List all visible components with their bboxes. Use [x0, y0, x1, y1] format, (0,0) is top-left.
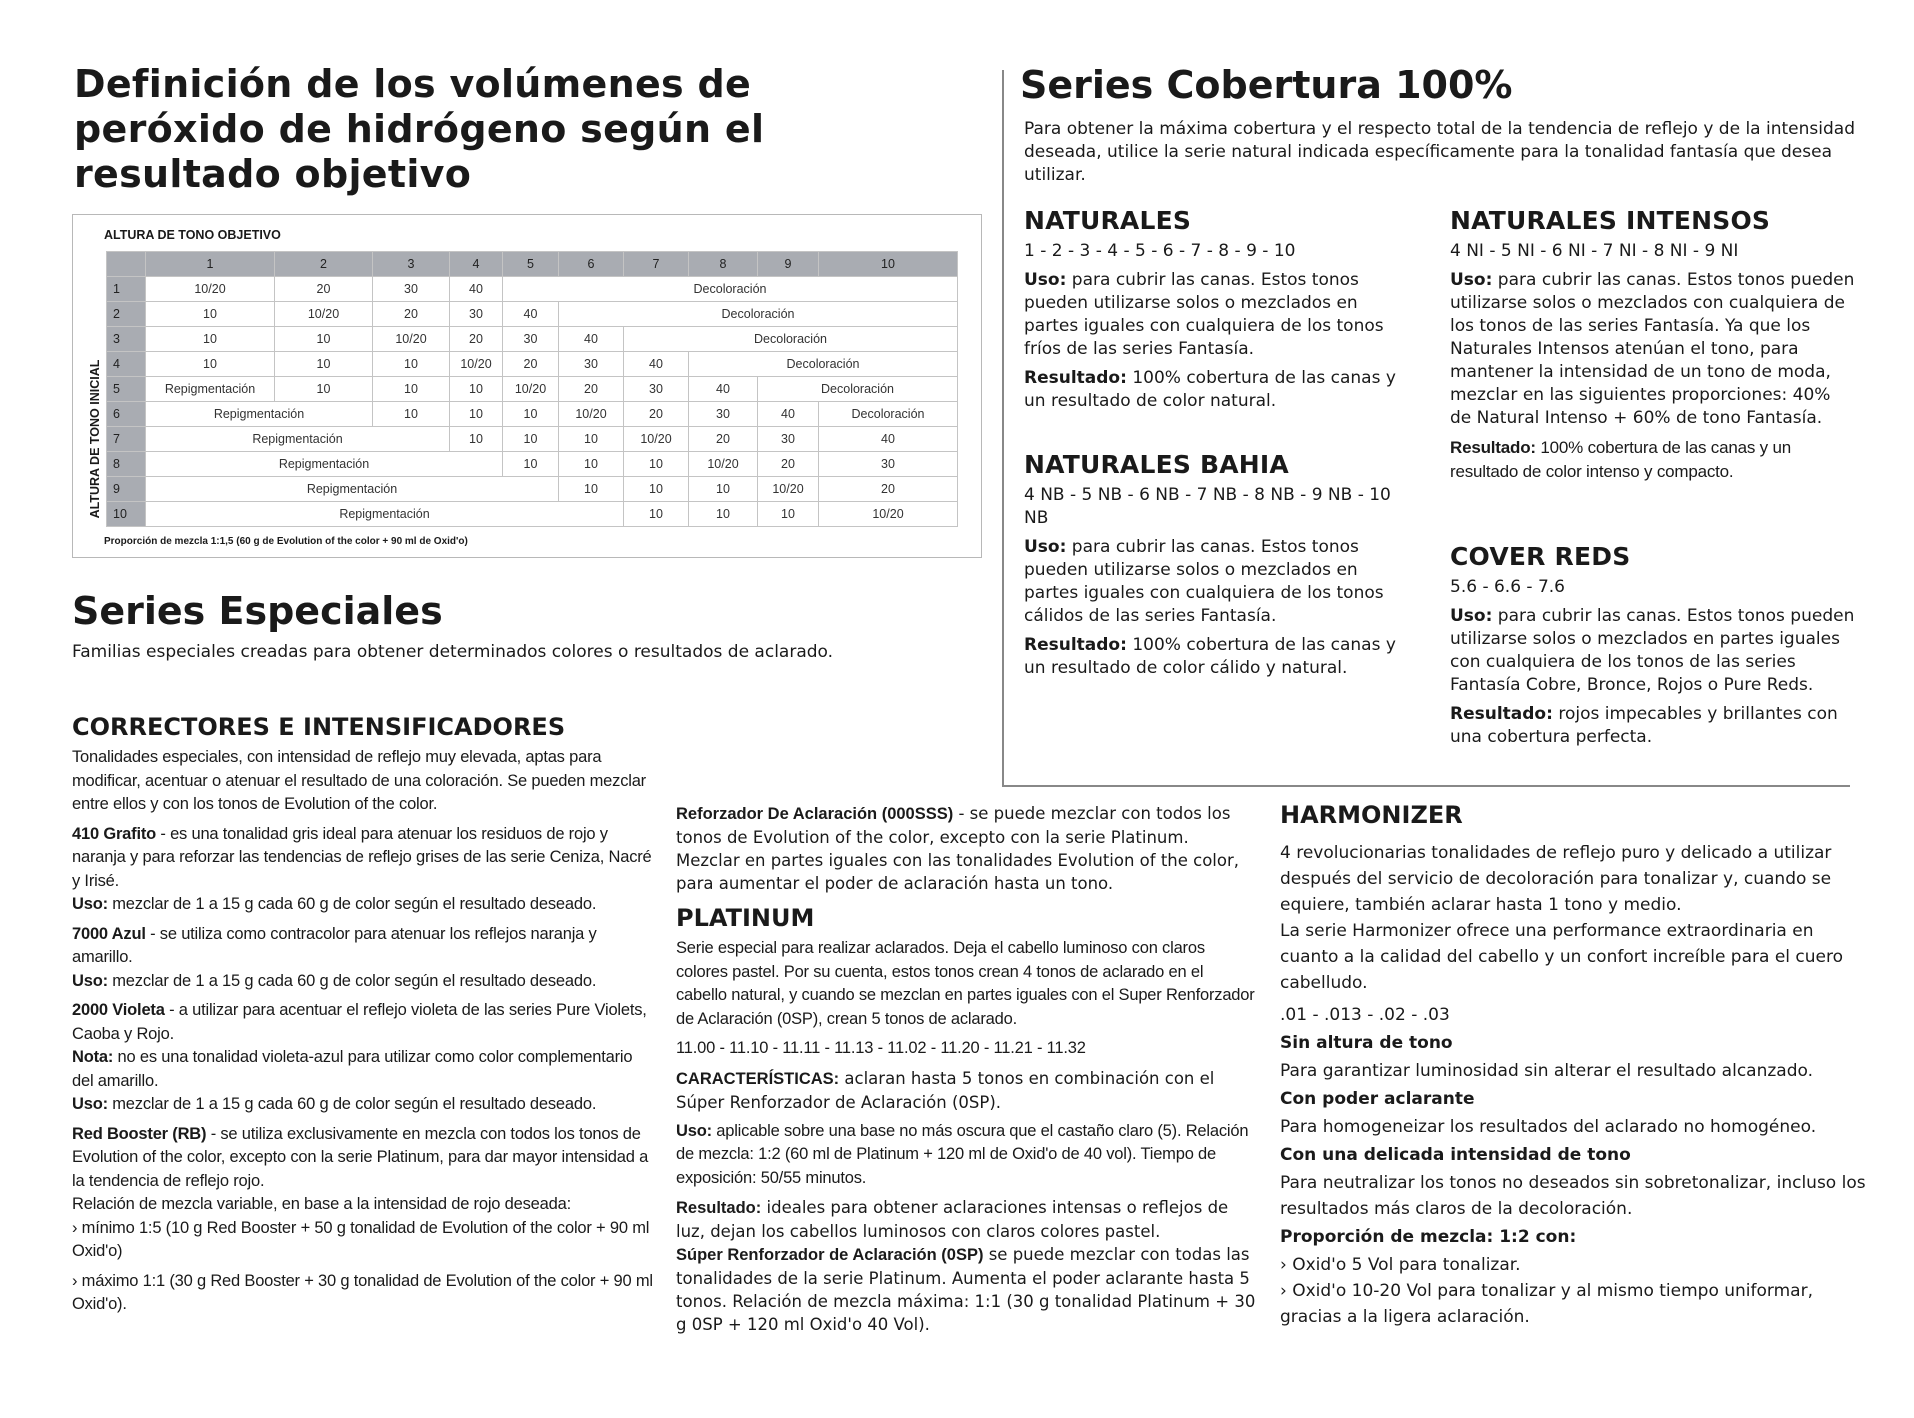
harmonizer-proportion-2: › Oxid'o 10-20 Vol para tonalizar y al mismo tiempo uniformar, gracias a la ligera aclaración.	[1280, 1281, 1813, 1327]
table-row	[107, 352, 958, 377]
harmonizer-p2: La serie Harmonizer ofrece una performance extraordinaria en cuanto a la calidad del cabello y un confort increíble para el cuero cabelludo.	[1280, 921, 1844, 993]
table-row	[107, 502, 958, 527]
harmonizer-s3-title: Con una delicada intensidad de tono	[1280, 1145, 1631, 1165]
table-cell: 40	[758, 402, 819, 427]
platinum-resultado: Resultado: ideales para obtener aclaraciones intensas o reflejos de luz, dejan los cabellos luminosos con claros colores pastel.	[676, 1198, 1229, 1241]
table-cell: 30	[758, 427, 819, 452]
middle-column	[676, 802, 1256, 1342]
cover-reds-title: COVER REDS	[1450, 542, 1631, 571]
table-cell: Repigmentación	[146, 377, 275, 402]
cobertura-title: Series Cobertura 100%	[1020, 63, 1513, 107]
platinum-uso: Uso: aplicable sobre una base no más oscura que el castaño claro (5). Relación de mezcla: 1:2 (60 ml de Platinum + 120 ml de Oxid'o de 40 vol). Tiempo de exposición: 50/55 minutos.	[676, 1121, 1249, 1187]
intensos-resultado: Resultado: 100% cobertura de las canas y un resultado de color intenso y compacto.	[1450, 438, 1792, 481]
harmonizer-s2-text: Para homogeneizar los resultados del aclarado no homogéneo.	[1280, 1117, 1817, 1137]
harmonizer-proportion-title: Proporción de mezcla: 1:2 con:	[1280, 1227, 1577, 1247]
cover-reds-uso: Uso: para cubrir las canas. Estos tonos pueden utilizarse solos o mezclados en partes iguales con cualquiera de los tonos de las series Fantasía Cobre, Bronce, Rojos o Pure Reds.	[1450, 606, 1855, 695]
platinum-tones: 11.00 - 11.10 - 11.11 - 11.13 - 11.02 - 11.20 - 11.21 - 11.32	[676, 1039, 1086, 1057]
table-row	[107, 402, 958, 427]
harmonizer-s1-title: Sin altura de tono	[1280, 1033, 1453, 1053]
table-cell: Repigmentación	[146, 402, 373, 427]
violeta-uso: Uso: mezclar de 1 a 15 g cada 60 g de color según el resultado deseado.	[72, 1095, 597, 1113]
table-cell: 10/20	[624, 427, 689, 452]
table-row-header: 2	[107, 302, 146, 327]
table-cell: 10	[275, 327, 373, 352]
table-cell: 30	[503, 327, 559, 352]
bahia-resultado: Resultado: 100% cobertura de las canas y un resultado de color cálido y natural.	[1024, 635, 1396, 678]
correctores-section	[72, 712, 658, 1323]
table-cell: 20	[373, 302, 450, 327]
harmonizer-s3-text: Para neutralizar los tonos no deseados sin sobretonalizar, incluso los resultados más claros de la decoloración.	[1280, 1173, 1866, 1219]
cobertura-intro: Para obtener la máxima cobertura y el respecto total de la tendencia de reflejo y de la intensidad deseada, utilice la serie natural indicada específicamente para la tonalidad fantasía que desea utilizar.	[1024, 119, 1855, 185]
platinum-intro: Serie especial para realizar aclarados. Deja el cabello luminoso con claros colores pastel. Por su cuenta, estos tonos crean 4 tonos de aclarado en el cabello natural, y cuando se mezclan en partes iguales con el Super Renforzador de Aclaración (0SP), crean 5 tonos de aclarado.	[676, 939, 1255, 1028]
cover-reds-section	[1450, 542, 1856, 755]
table-cell: Repigmentación	[146, 477, 559, 502]
table-cell: 20	[819, 477, 958, 502]
table-cell: 10	[503, 402, 559, 427]
intensos-tones: 4 NI - 5 NI - 6 NI - 7 NI - 8 NI - 9 NI	[1450, 241, 1739, 261]
table-cell: 10	[373, 352, 450, 377]
red-booster-min: › mínimo 1:5 (10 g Red Booster + 50 g tonalidad de Evolution of the color + 90 ml Oxid'o)	[72, 1218, 650, 1260]
table-cell: 10	[559, 452, 624, 477]
table-cell: Decoloración	[624, 327, 958, 352]
table-row	[107, 452, 958, 477]
table-footnote: Proporción de mezcla 1:1,5 (60 g de Evolution of the color + 90 ml de Oxid'o)	[104, 536, 468, 547]
azul-uso: Uso: mezclar de 1 a 15 g cada 60 g de color según el resultado deseado.	[72, 971, 597, 990]
bahia-title: NATURALES BAHIA	[1024, 450, 1289, 479]
especiales-title: Series Especiales	[72, 589, 443, 633]
table-cell: 10	[146, 302, 275, 327]
table-row	[107, 427, 958, 452]
table-cell: 10/20	[819, 502, 958, 527]
table-header-row	[107, 252, 958, 277]
violeta-nota: Nota: no es una tonalidad violeta-azul para utilizar como color complementario del amarillo.	[72, 1048, 633, 1090]
naturales-uso: Uso: para cubrir las canas. Estos tonos pueden utilizarse solos o mezclados en partes iguales con cualquiera de los tonos fríos de las series Fantasía.	[1024, 270, 1384, 359]
table-cell: 30	[559, 352, 624, 377]
horizontal-divider	[1002, 785, 1850, 787]
table-cell: 30	[819, 452, 958, 477]
table-cell: 40	[689, 377, 758, 402]
bahia-uso: Uso: para cubrir las canas. Estos tonos pueden utilizarse solos o mezclados en partes iguales con cualquiera de los tonos cálidos de las series Fantasía.	[1024, 537, 1384, 626]
red-booster-relacion: Relación de mezcla variable, en base a la intensidad de rojo deseada:	[72, 1195, 571, 1213]
harmonizer-p1: 4 revolucionarias tonalidades de reflejo puro y delicado a utilizar después del servicio de decoloración para tonalizar y, cuando se equiere, también aclarar hasta 1 tono y medio.	[1280, 843, 1832, 915]
table-cell: 30	[689, 402, 758, 427]
table-cell: 20	[559, 377, 624, 402]
grafito-text: 410 Grafito - es una tonalidad gris ideal para atenuar los residuos de rojo y naranja y para reforzar las tendencias de reflejo grises de las serie Ceniza, Nacré y Irisé.	[72, 824, 652, 890]
table-col-header: 10	[819, 252, 958, 277]
correctores-intro: Tonalidades especiales, con intensidad de reflejo muy elevada, aptas para modificar, acentuar o atenuar el resultado de una coloración. Se pueden mezclar entre ellos y con los tonos de Evolution of the color.	[72, 748, 646, 813]
table-col-header: 9	[758, 252, 819, 277]
red-booster-text: Red Booster (RB) - se utiliza exclusivamente en mezcla con todos los tonos de Evolution of the color, excepto con la serie Platinum, para dar mayor intensidad a la tendencia de reflejo rojo.	[72, 1124, 649, 1190]
table-row-header: 6	[107, 402, 146, 427]
table-cell: 30	[450, 302, 503, 327]
table-cell: 10	[559, 477, 624, 502]
table-cell: 10	[624, 477, 689, 502]
table-col-header: 4	[450, 252, 503, 277]
table-cell: 10	[559, 427, 624, 452]
table-cell: Decoloración	[503, 277, 958, 302]
red-booster-max: › máximo 1:1 (30 g Red Booster + 30 g tonalidad de Evolution of the color + 90 ml Oxid'o).	[72, 1271, 653, 1313]
table-cell: 20	[450, 327, 503, 352]
violeta-text: 2000 Violeta - a utilizar para acentuar el reflejo violeta de las series Pure Violets, Caoba y Rojo.	[72, 1001, 647, 1043]
table-cell: 40	[559, 327, 624, 352]
table-cell: 20	[503, 352, 559, 377]
harmonizer-s2-title: Con poder aclarante	[1280, 1089, 1475, 1109]
table-row-header: 3	[107, 327, 146, 352]
platinum-caracteristicas: CARACTERÍSTICAS: aclaran hasta 5 tonos en combinación con el Súper Renforzador de Aclaración (0SP).	[676, 1068, 1215, 1112]
table-cell: 40	[819, 427, 958, 452]
super-renforzador: Súper Renforzador de Aclaración (0SP) se puede mezclar con todas las tonalidades de la serie Platinum. Aumenta el poder aclarante hasta 5 tonos. Relación de mezcla máxima: 1:1 (30 g tonalidad Platinum + 30 g 0SP + 120 ml Oxid'o 40 Vol).	[676, 1245, 1256, 1334]
harmonizer-section	[1280, 800, 1870, 1336]
table-cell: 10/20	[758, 477, 819, 502]
table-row-header: 7	[107, 427, 146, 452]
correctores-title: CORRECTORES E INTENSIFICADORES	[72, 713, 566, 741]
table-cell: Repigmentación	[146, 452, 503, 477]
table-cell: 10	[450, 377, 503, 402]
table-row	[107, 302, 958, 327]
azul-text: 7000 Azul - se utiliza como contracolor para atenuar los reflejos naranja y amarillo.	[72, 924, 597, 966]
table-row-header: 5	[107, 377, 146, 402]
table-cell: 10	[689, 502, 758, 527]
table-cell: 20	[758, 452, 819, 477]
table-cell: 10	[373, 377, 450, 402]
table-row-header: 10	[107, 502, 146, 527]
harmonizer-tones: .01 - .013 - .02 - .03	[1280, 1005, 1450, 1025]
table-cell: 10	[450, 402, 503, 427]
harmonizer-s1-text: Para garantizar luminosidad sin alterar el resultado alcanzado.	[1280, 1061, 1814, 1081]
cover-reds-tones: 5.6 - 6.6 - 7.6	[1450, 577, 1565, 597]
table-cell: 10/20	[146, 277, 275, 302]
intensos-section	[1450, 206, 1856, 489]
table-cell: 10	[146, 352, 275, 377]
table-col-header: 8	[689, 252, 758, 277]
table-cell: 10	[450, 427, 503, 452]
harmonizer-title: HARMONIZER	[1280, 801, 1463, 829]
table-cell: 20	[275, 277, 373, 302]
naturales-title: NATURALES	[1024, 206, 1192, 235]
table-top-label: ALTURA DE TONO OBJETIVO	[104, 228, 281, 242]
table-cell: 10/20	[373, 327, 450, 352]
table-row	[107, 327, 958, 352]
intensos-uso: Uso: para cubrir las canas. Estos tonos pueden utilizarse solos o mezclados con cualquiera de los tonos de las series Fantasía. Ya que los Naturales Intensos atenúan el tono, para mantener la intensidad de un tono de moda, mezclar en las siguientes proporciones: 40% de Natural Intenso + 60% de tono Fantasía.	[1450, 270, 1855, 428]
table-cell: 10/20	[559, 402, 624, 427]
table-corner	[107, 252, 146, 277]
table-side-label: ALTURA DE TONO INICIAL	[88, 359, 102, 519]
platinum-title: PLATINUM	[676, 904, 815, 932]
table-cell: 10	[275, 352, 373, 377]
harmonizer-proportion-1: › Oxid'o 5 Vol para tonalizar.	[1280, 1255, 1521, 1275]
table-col-header: 2	[275, 252, 373, 277]
table-cell: Repigmentación	[146, 427, 450, 452]
table-cell: 40	[450, 277, 503, 302]
table-cell: Decoloración	[819, 402, 958, 427]
table-cell: 40	[503, 302, 559, 327]
table-cell: 20	[689, 427, 758, 452]
table-cell: Repigmentación	[146, 502, 624, 527]
table-col-header: 3	[373, 252, 450, 277]
table-cell: 10	[624, 452, 689, 477]
table-cell: 10	[689, 477, 758, 502]
table-row	[107, 277, 958, 302]
table-cell: 10	[503, 427, 559, 452]
table-cell: 10/20	[689, 452, 758, 477]
table-cell: 40	[624, 352, 689, 377]
table-row	[107, 377, 958, 402]
table-cell: 10	[146, 327, 275, 352]
table-col-header: 7	[624, 252, 689, 277]
table-row	[107, 477, 958, 502]
table-row-header: 1	[107, 277, 146, 302]
especiales-intro: Familias especiales creadas para obtener determinados colores o resultados de aclarado.	[72, 642, 834, 662]
naturales-resultado: Resultado: 100% cobertura de las canas y un resultado de color natural.	[1024, 368, 1396, 411]
table-cell: 20	[624, 402, 689, 427]
bahia-tones: 4 NB - 5 NB - 6 NB - 7 NB - 8 NB - 9 NB - 10 NB	[1024, 485, 1391, 528]
table-cell: 10	[275, 377, 373, 402]
intensos-title: NATURALES INTENSOS	[1450, 206, 1771, 235]
table-row-header: 8	[107, 452, 146, 477]
reforzador-text: Reforzador De Aclaración (000SSS) - se puede mezclar con todos los tonos de Evolution of the color, excepto con la serie Platinum. Mezclar en partes iguales con las tonalidades Evolution of the color, para aumentar el poder de aclaración hasta un tono.	[676, 804, 1240, 893]
cover-reds-resultado: Resultado: rojos impecables y brillantes con una cobertura perfecta.	[1450, 704, 1838, 747]
table-cell: 10	[624, 502, 689, 527]
table-row-header: 4	[107, 352, 146, 377]
naturales-tones: 1 - 2 - 3 - 4 - 5 - 6 - 7 - 8 - 9 - 10	[1024, 241, 1296, 261]
table-col-header: 1	[146, 252, 275, 277]
table-cell: Decoloración	[758, 377, 958, 402]
table-cell: 30	[373, 277, 450, 302]
grafito-uso: Uso: mezclar de 1 a 15 g cada 60 g de color según el resultado deseado.	[72, 895, 597, 913]
table-row-header: 9	[107, 477, 146, 502]
naturales-section	[1024, 206, 1414, 419]
vertical-divider	[1002, 70, 1004, 786]
table-cell: 30	[624, 377, 689, 402]
table-cell: 10/20	[275, 302, 373, 327]
volumes-title: Definición de los volúmenes de peróxido de hidrógeno según el resultado objetivo	[74, 62, 765, 196]
table-cell: 10/20	[503, 377, 559, 402]
table-cell: Decoloración	[559, 302, 958, 327]
bahia-section	[1024, 450, 1414, 686]
table-cell: 10/20	[450, 352, 503, 377]
table-cell: 10	[503, 452, 559, 477]
table-cell: 10	[758, 502, 819, 527]
table-cell: Decoloración	[689, 352, 958, 377]
table-col-header: 5	[503, 252, 559, 277]
volumes-table	[106, 251, 958, 527]
table-col-header: 6	[559, 252, 624, 277]
table-cell: 10	[373, 402, 450, 427]
